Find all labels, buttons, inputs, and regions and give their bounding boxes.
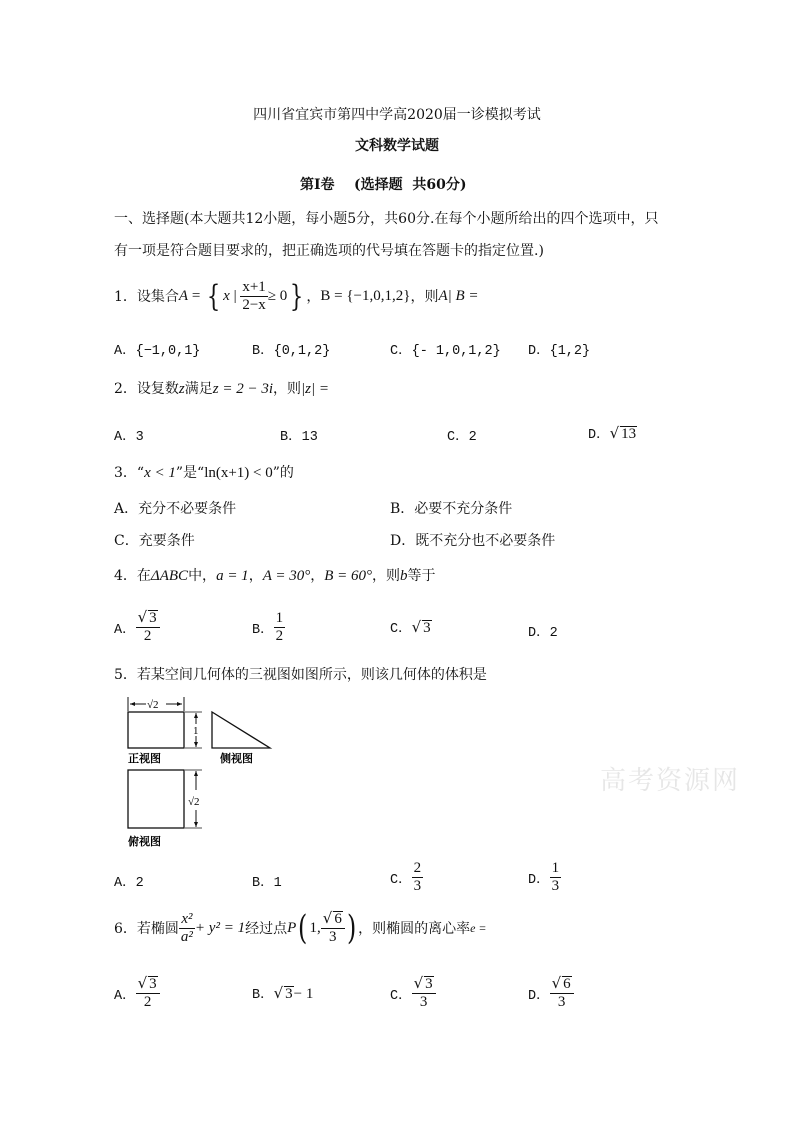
q2-var: z <box>178 381 185 397</box>
q3-option-c: C．充要条件 <box>114 533 195 549</box>
side-view-triangle <box>212 712 270 748</box>
q4-option-b: B． $\frac{1}{2}$ <box>252 609 284 644</box>
document-title: 四川省宜宾市第四中学高2020届一诊模拟考试 <box>253 107 541 123</box>
top-view-rect <box>128 770 184 828</box>
part-heading: 第I卷 (选择题 共60分) <box>300 177 467 193</box>
q4-angle-a: A = 30° <box>262 568 311 584</box>
q2-option-c: C．2 <box>447 430 477 445</box>
q1-option-a: A．{−1,0,1} <box>114 344 201 359</box>
q6-eq: + y² = 1 <box>194 919 246 936</box>
q6-fraction: $\frac{\text{x²}}{\text{a²}}$ <box>180 910 193 945</box>
three-view-figure <box>114 694 284 854</box>
left-brace-icon: { <box>206 278 221 314</box>
question-6: 6．若椭圆 $\frac{\text{x²}}{\text{a²}}$ + y² = 1 经过点 P ( 1, $\frac{√ 6}{3}$ ) ，则椭圆的离心率 e = <box>114 908 487 948</box>
q6-option-b: B．√ 3− 1 <box>252 984 314 1003</box>
q6-point: P <box>287 919 297 936</box>
q1-tail: ，则 <box>410 289 439 305</box>
q1-fraction: $\frac{x+1}{2-x}$ <box>242 278 266 313</box>
q6-option-a: A． $\frac{√ 3}{2}$ <box>114 970 160 1016</box>
q5-option-a: A．2 <box>114 876 144 891</box>
q2-option-a: A．3 <box>114 430 144 445</box>
q1-option-c: C．{- 1,0,1,2} <box>390 344 501 359</box>
q6-option-d: D． $\frac{√ 6}{3}$ <box>528 970 574 1016</box>
q1-label: 1．设集合 <box>114 289 179 305</box>
q1-set-a: A <box>178 287 189 304</box>
q4-option-c: C．√ 3 <box>390 618 431 637</box>
section-instruction-line2: 有一项是符合题目要求的，把正确选项的代号填在答题卡的指定位置.) <box>114 243 544 259</box>
q4-option-a: A． $\frac{√ 3}{2}$ <box>114 604 160 650</box>
top-depth-label: √2 <box>188 796 200 808</box>
q1-option-b: B．{0,1,2} <box>252 344 331 359</box>
left-paren-icon: ( <box>298 908 308 948</box>
q3-cond2: ln(x+1) < 0 <box>204 465 273 481</box>
q1-ge: ≥ 0 <box>267 287 288 304</box>
q1-expr: A| B = <box>438 287 479 304</box>
q2-option-d: D．√ 13 <box>588 424 637 443</box>
question-1: 1．设集合 A = { x | $\frac{x+1}{2-x}$ ≥ 0 } ， B = {−1,0,1,2} ，则 A| B = <box>114 278 479 314</box>
question-3: 3．“x < 1”是“ln(x+1) < 0”的 <box>114 465 294 481</box>
question-2 <box>114 378 329 398</box>
q5-option-d: D． $\frac{1}{3}$ <box>528 859 560 894</box>
q2-label: 2．设复数 <box>114 381 179 397</box>
sqrt-icon: √ <box>609 424 620 442</box>
q6-e: e = <box>470 920 487 935</box>
q2-mid: 满足 <box>184 381 213 397</box>
q2-abs: |z| = <box>301 381 329 397</box>
side-view-label: 侧视图 <box>220 752 253 765</box>
front-width-label: √2 <box>147 699 159 711</box>
question-4: 4．在ΔABC中，a = 1，A = 30°，B = 60°，则b等于 <box>114 568 436 584</box>
document-subtitle: 文科数学试题 <box>355 138 439 154</box>
q1-set-b: B = {−1,0,1,2} <box>320 287 411 304</box>
q4-a: a = 1 <box>216 568 249 584</box>
q3-option-d: D．既不充分也不必要条件 <box>390 533 556 549</box>
q2-eq: z = 2 − 3i <box>212 381 274 397</box>
right-paren-icon: ) <box>346 908 357 948</box>
question-5: 5．若某空间几何体的三视图如图所示，则该几何体的体积是 <box>114 667 487 683</box>
front-view-label: 正视图 <box>128 752 161 765</box>
watermark: 高考资源网 <box>600 766 741 796</box>
q3-cond1: x < 1 <box>144 465 176 481</box>
q3-option-b: B．必要不充分条件 <box>390 501 513 517</box>
front-height-label: 1 <box>193 725 199 737</box>
q4-option-d: D．2 <box>528 626 558 641</box>
q2-option-b: B．13 <box>280 430 318 445</box>
front-view-rect <box>128 712 184 748</box>
q4-b: b <box>400 568 408 584</box>
top-view-label: 俯视图 <box>128 835 161 848</box>
section-instruction-line1: 一、选择题(本大题共12小题，每小题5分，共60分.在每个小题所给出的四个选项中，只 <box>114 211 659 227</box>
q2-tail: ，则 <box>273 381 302 397</box>
q4-triangle: ΔABC <box>150 568 189 584</box>
q5-option-c: C． $\frac{2}{3}$ <box>390 859 422 894</box>
q3-option-a: A．充分不必要条件 <box>114 501 237 517</box>
right-brace-icon: } <box>290 278 304 314</box>
q5-option-b: B．1 <box>252 876 282 891</box>
q6-option-c: C． $\frac{√ 3}{3}$ <box>390 970 436 1016</box>
q1-option-d: D．{1,2} <box>528 344 591 359</box>
q4-angle-b: B = 60° <box>324 568 372 584</box>
